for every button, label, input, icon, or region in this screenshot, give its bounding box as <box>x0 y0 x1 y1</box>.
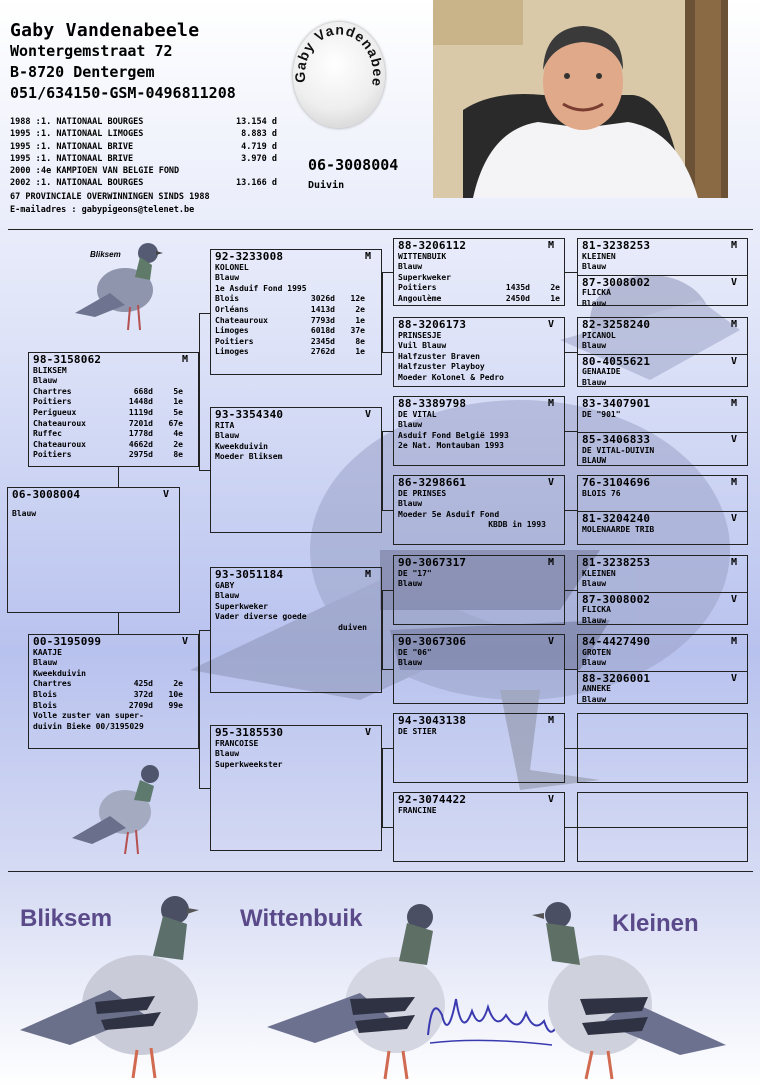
pedigree-gen4-pair-8 <box>577 792 748 862</box>
note: Vader diverse goede <box>215 612 307 622</box>
ring-number: 92-3074422 <box>398 793 467 806</box>
note-extra: duivin Bieke 00/3195029 <box>33 721 144 731</box>
color: Blauw <box>33 376 58 386</box>
achievement-row <box>10 177 277 189</box>
kleinen-footer-pigeon-icon <box>530 895 730 1085</box>
sex: M <box>730 636 737 647</box>
sex: V <box>162 489 169 500</box>
ring-number: 88-3206001 <box>582 671 651 685</box>
note: Halfzuster Braven <box>398 351 480 361</box>
pedigree-sdd <box>393 475 565 545</box>
race-location: Blois <box>215 294 240 304</box>
pedigree-gen4-pair-3 <box>577 396 748 466</box>
race-location: Blois <box>33 689 58 699</box>
connector-line <box>382 590 393 591</box>
connector-line <box>382 272 383 352</box>
ring-number: 87-3008002 <box>582 275 651 289</box>
footer-divider <box>8 871 753 872</box>
color: Blauw <box>582 694 607 704</box>
ring-number: 85-3406833 <box>582 433 651 447</box>
pigeon-name: KAATJE <box>33 647 62 657</box>
race-distance: 1413d <box>310 304 335 314</box>
race-place: 1e <box>355 315 365 325</box>
ring-number: 76-3104696 <box>582 476 651 489</box>
pigeon-name: MOLENAARDE TRIB <box>582 524 655 534</box>
footer-label-wittenbuik: Wittenbuik <box>240 905 363 932</box>
ring-number: 84-4427490 <box>582 635 651 648</box>
pigeon-name: KLEINEN <box>582 568 616 578</box>
pedigree-dam-dam <box>210 725 382 851</box>
seal-text-ring <box>293 22 385 128</box>
race-place: 37e <box>350 326 365 336</box>
race-location: Poitiers <box>33 450 72 460</box>
race-distance: 2975d <box>128 450 153 460</box>
sex: M <box>730 398 737 409</box>
ring-number: 82-3258240 <box>582 318 651 331</box>
email-address: E-mailadres : gabypigeons@telenet.be <box>10 205 195 215</box>
connector-line <box>382 590 383 669</box>
sex: M <box>181 354 188 365</box>
sex: V <box>364 409 371 420</box>
pigeon-name: DE STIER <box>398 726 437 736</box>
pigeon-name: DE "17" <box>398 568 432 578</box>
race-place: 99e <box>168 700 183 710</box>
connector-line <box>382 352 393 353</box>
sex: V <box>730 355 737 367</box>
race-distance: 2450d <box>505 293 530 303</box>
connector-line <box>382 827 393 828</box>
race-distance: 425d <box>133 679 153 689</box>
race-place: 2e <box>550 283 560 293</box>
achievement-year: 2002 : <box>10 178 41 189</box>
sex: V <box>730 593 737 605</box>
connector-line <box>382 510 393 511</box>
footer-label-bliksem: Bliksem <box>20 905 113 932</box>
svg-text:Gaby Vandenabeele: Gaby Vandenabee <box>293 22 385 89</box>
achievement-text: 1. NATIONAAL BOURGES <box>41 117 144 127</box>
sex: M <box>730 477 737 488</box>
pedigree-dss <box>393 555 565 625</box>
owner-name: Gaby Vandenabeele <box>10 20 200 41</box>
achievement-row <box>10 116 277 128</box>
achievement-row <box>10 165 277 177</box>
sex: V <box>730 672 737 684</box>
note: Kweekduivin <box>215 441 268 451</box>
ring-number: 98-3158062 <box>33 353 102 366</box>
sex: M <box>364 569 371 580</box>
note: Moeder Kolonel & Pedro <box>398 372 504 382</box>
pigeon-name: FLICKA <box>582 605 611 615</box>
race-location: Poitiers <box>33 397 72 407</box>
sex: M <box>364 251 371 262</box>
race-place: 4e <box>173 429 183 439</box>
ring-number: 95-3185530 <box>215 726 284 739</box>
color: Blauw <box>398 658 423 668</box>
connector-line <box>199 313 200 470</box>
achievement-text: 1. NATIONAAL BRIVE <box>41 153 134 164</box>
sex: V <box>730 513 737 525</box>
pigeon-name: PRINSESJE <box>398 330 442 340</box>
sex: V <box>547 477 554 488</box>
race-distance: 7793d <box>310 315 335 325</box>
sex: V <box>547 794 554 805</box>
sex: V <box>364 727 371 738</box>
sex: V <box>730 434 737 446</box>
race-location: Chateauroux <box>33 418 86 428</box>
owner-street: Wontergemstraat 72 <box>10 42 173 60</box>
provincial-wins: 67 PROVINCIALE OVERWINNINGEN SINDS 1988 <box>10 192 210 202</box>
connector-line <box>382 431 383 510</box>
race-distance: 1119d <box>128 407 153 417</box>
race-place: 12e <box>350 294 365 304</box>
color: Blauw <box>582 579 607 589</box>
pedigree-ddd <box>393 792 565 862</box>
note: Superkweker <box>398 272 451 282</box>
note-extra: Volle zuster van super- <box>33 711 144 721</box>
color: BLAUW <box>582 456 607 466</box>
race-location: Chartres <box>33 679 72 689</box>
race-results <box>398 283 560 304</box>
sex: M <box>547 715 554 726</box>
achievements-list <box>10 116 277 190</box>
race-distance: 2762d <box>310 347 335 357</box>
race-place: 1e <box>550 293 560 303</box>
color: Blauw <box>398 579 423 589</box>
achievement-row <box>10 128 277 140</box>
pedigree-dds <box>393 713 565 783</box>
connector-line <box>565 431 577 432</box>
achievement-dist: 3.970 d <box>241 153 277 164</box>
connector-line <box>565 748 577 749</box>
note: Moeder 5e Asduif Fond <box>398 509 500 519</box>
pedigree-sire-sire <box>210 249 382 375</box>
race-location: Orléans <box>215 304 249 314</box>
ring-number: 06-3008004 <box>12 488 81 501</box>
ring-number: 94-3043138 <box>398 714 467 727</box>
pedigree-dam-sire <box>210 567 382 693</box>
sex: M <box>730 319 737 330</box>
connector-line <box>565 272 577 273</box>
connector-line <box>382 748 383 827</box>
ring-number: 87-3008002 <box>582 592 651 606</box>
race-distance: 4662d <box>128 439 153 449</box>
pedigree-ssd <box>393 317 565 387</box>
pedigree-gen4-pair-1 <box>577 238 748 306</box>
note: Halfzuster Playboy <box>398 362 485 372</box>
ring-number: 81-3204240 <box>582 512 651 526</box>
color: Blauw <box>398 499 423 509</box>
connector-line <box>382 431 393 432</box>
pedigree-gen4-pair-7 <box>577 713 748 783</box>
header-divider <box>8 229 753 230</box>
note: 2e Nat. Montauban 1993 <box>398 441 504 451</box>
achievement-row <box>10 141 277 153</box>
achievement-text: 1. NATIONAAL BRIVE <box>41 141 134 152</box>
achievement-text: 4e KAMPIOEN VAN BELGIE FOND <box>41 166 180 177</box>
pedigree-sss <box>393 238 565 306</box>
bliksem-footer-pigeon-icon <box>15 890 210 1085</box>
connector-line <box>565 669 577 670</box>
owner-phone: 051/634150-GSM-0496811208 <box>10 84 236 102</box>
race-place: 10e <box>168 689 183 699</box>
pigeon-name: GROTEN <box>582 647 611 657</box>
connector-line <box>199 313 210 314</box>
color: Blauw <box>398 420 423 430</box>
ring-number: 83-3407901 <box>582 397 651 410</box>
race-location: Poitiers <box>215 336 254 346</box>
color: Blauw <box>33 658 58 668</box>
race-results <box>215 294 377 358</box>
pigeon-name: FRANCOISE <box>215 738 259 748</box>
ring-number: 00-3195099 <box>33 635 102 648</box>
pigeon-name: FRANCINE <box>398 805 437 815</box>
race-location: Chartres <box>33 386 72 396</box>
pedigree-dsd <box>393 634 565 704</box>
ring-number: 88-3206173 <box>398 318 467 331</box>
color: Blauw <box>582 658 607 668</box>
owner-postal: B-8720 Dentergem <box>10 63 155 81</box>
achievement-dist <box>217 165 277 177</box>
achievement-year: 1995 : <box>10 141 41 152</box>
owner-photo <box>433 0 728 198</box>
connector-line <box>565 827 577 828</box>
subject-sex: Duivin <box>308 180 345 191</box>
connector-line <box>199 788 210 789</box>
pigeon-name: PICANOL <box>582 330 616 340</box>
pigeon-name: ANNEKE <box>582 684 611 694</box>
sex: V <box>181 636 188 647</box>
connector-line <box>199 470 210 471</box>
race-distance: 1448d <box>128 397 153 407</box>
note: duiven <box>338 622 367 632</box>
race-location: Blois <box>33 700 58 710</box>
sex: M <box>547 557 554 568</box>
pedigree-sire-dam <box>210 407 382 533</box>
pedigree-sire <box>28 352 199 467</box>
color: Blauw <box>12 508 37 518</box>
sex: V <box>730 276 737 288</box>
ring-number: 93-3354340 <box>215 408 284 421</box>
race-distance: 668d <box>133 386 153 396</box>
race-location: Chateauroux <box>215 315 268 325</box>
color: Blauw <box>215 273 240 283</box>
race-distance: 7201d <box>128 418 153 428</box>
ring-number: 93-3051184 <box>215 568 284 581</box>
connector-line <box>118 467 119 487</box>
color: Blauw <box>215 591 240 601</box>
pigeon-name: FLICKA <box>582 288 611 298</box>
race-location: Chateauroux <box>33 439 86 449</box>
achievement-dist: 4.719 d <box>241 141 277 152</box>
achievement-row <box>10 153 277 165</box>
bliksem-pigeon-icon <box>70 235 170 335</box>
pedigree-gen4-pair-6 <box>577 634 748 704</box>
color: Blauw <box>398 262 423 272</box>
achievement-year: 2000 : <box>10 166 41 177</box>
color: Blauw <box>582 298 607 308</box>
pedigree-dam <box>28 634 199 749</box>
achievement-text: 1. NATIONAAL BOURGES <box>41 178 144 189</box>
pedigree-gen4-pair-4 <box>577 475 748 545</box>
race-place: 5e <box>173 386 183 396</box>
note: Vuil Blauw <box>398 341 447 351</box>
connector-line <box>199 630 200 788</box>
race-location: Limoges <box>215 347 249 357</box>
achievement-dist: 13.166 d <box>236 178 277 189</box>
race-location: Angoulème <box>398 293 442 303</box>
color: Blauw <box>582 341 607 351</box>
achievement-year: 1988 : <box>10 117 41 127</box>
subject-ring: 06-3008004 <box>308 156 399 174</box>
note: Superkweker <box>215 601 268 611</box>
color: Blauw <box>582 377 607 387</box>
note: KBDB in 1993 <box>488 520 546 530</box>
color: Blauw <box>582 262 607 272</box>
race-place: 2e <box>173 439 183 449</box>
connector-line <box>382 748 393 749</box>
race-distance: 1778d <box>128 429 153 439</box>
race-location: Limoges <box>215 326 249 336</box>
pigeon-name: RITA <box>215 420 235 430</box>
race-distance: 1435d <box>505 283 530 293</box>
connector-line <box>565 590 577 591</box>
connector-line <box>199 630 210 631</box>
pigeon-name: DE VITAL-DUIVIN <box>582 445 655 455</box>
pigeon-name: WITTENBUIK <box>398 251 447 261</box>
ring-number: 88-3206112 <box>398 239 467 252</box>
race-distance: 3026d <box>310 294 335 304</box>
pigeon-name: DE VITAL <box>398 409 437 419</box>
sex: M <box>547 398 554 409</box>
ring-number: 80-4055621 <box>582 354 651 368</box>
race-distance: 6018d <box>310 326 335 336</box>
race-place: 8e <box>173 450 183 460</box>
ring-number: 81-3238253 <box>582 556 651 569</box>
achievement-dist: 13.154 d <box>236 117 277 127</box>
pigeon-name: GABY <box>215 580 235 590</box>
color: Blauw <box>215 431 240 441</box>
achievement-year: 1995 : <box>10 129 41 140</box>
pedigree-gen4-pair-5 <box>577 555 748 625</box>
connector-line <box>382 669 393 670</box>
pigeon-name: DE PRINSES <box>398 488 447 498</box>
race-results <box>33 387 194 461</box>
connector-line <box>118 613 119 634</box>
race-location: Perigueux <box>33 407 77 417</box>
note: Asduif Fond België 1993 <box>398 430 509 440</box>
pigeon-name: KLEINEN <box>582 251 616 261</box>
footer-label-kleinen: Kleinen <box>612 910 699 937</box>
race-location: Poitiers <box>398 283 437 293</box>
race-place: 1e <box>173 397 183 407</box>
race-distance: 2709d <box>128 700 153 710</box>
pedigree-gen4-pair-2 <box>577 317 748 387</box>
race-location: Ruffec <box>33 429 62 439</box>
ring-number: 81-3238253 <box>582 239 651 252</box>
pedigree-sds <box>393 396 565 466</box>
pigeon-name: KOLONEL <box>215 262 249 272</box>
race-distance: 2345d <box>310 336 335 346</box>
ring-number: 88-3389798 <box>398 397 467 410</box>
connector-line <box>382 272 393 273</box>
achievement-year: 1995 : <box>10 153 41 164</box>
color: Blauw <box>582 615 607 625</box>
sex: V <box>547 636 554 647</box>
color: Blauw <box>215 749 240 759</box>
race-place: 8e <box>355 336 365 346</box>
ring-number: 90-3067306 <box>398 635 467 648</box>
pigeon-name: GENAAIDE <box>582 367 621 377</box>
sex: V <box>547 319 554 330</box>
pigeon-name: DE "06" <box>398 647 432 657</box>
connector-line <box>565 352 577 353</box>
ring-number: 86-3298661 <box>398 476 467 489</box>
race-place: 1e <box>355 347 365 357</box>
ring-number: 92-3233008 <box>215 250 284 263</box>
sex: M <box>730 557 737 568</box>
race-place: 2e <box>355 304 365 314</box>
pigeon-name: BLIKSEM <box>33 365 67 375</box>
note: Superkweekster <box>215 759 283 769</box>
note: Kweekduivin <box>33 668 86 678</box>
connector-line <box>565 510 577 511</box>
ring-number: 90-3067317 <box>398 556 467 569</box>
pigeon-name: DE "901" <box>582 409 621 419</box>
note: 1e Asduif Fond 1995 <box>215 283 307 293</box>
race-place: 5e <box>173 407 183 417</box>
race-place: 2e <box>173 679 183 689</box>
pedigree-subject <box>7 487 180 613</box>
note: Moeder Bliksem <box>215 452 283 462</box>
owner-seal <box>293 22 385 128</box>
race-place: 67e <box>168 418 183 428</box>
sex: M <box>547 240 554 251</box>
photo-caption: Bliksem <box>90 250 121 259</box>
race-distance: 372d <box>133 689 153 699</box>
race-results <box>33 679 194 711</box>
sex: M <box>730 240 737 251</box>
kaatje-pigeon-icon <box>70 760 170 860</box>
achievement-dist: 8.883 d <box>241 129 277 140</box>
pigeon-name: BLOIS 76 <box>582 488 621 498</box>
achievement-text: 1. NATIONAAL LIMOGES <box>41 129 144 140</box>
